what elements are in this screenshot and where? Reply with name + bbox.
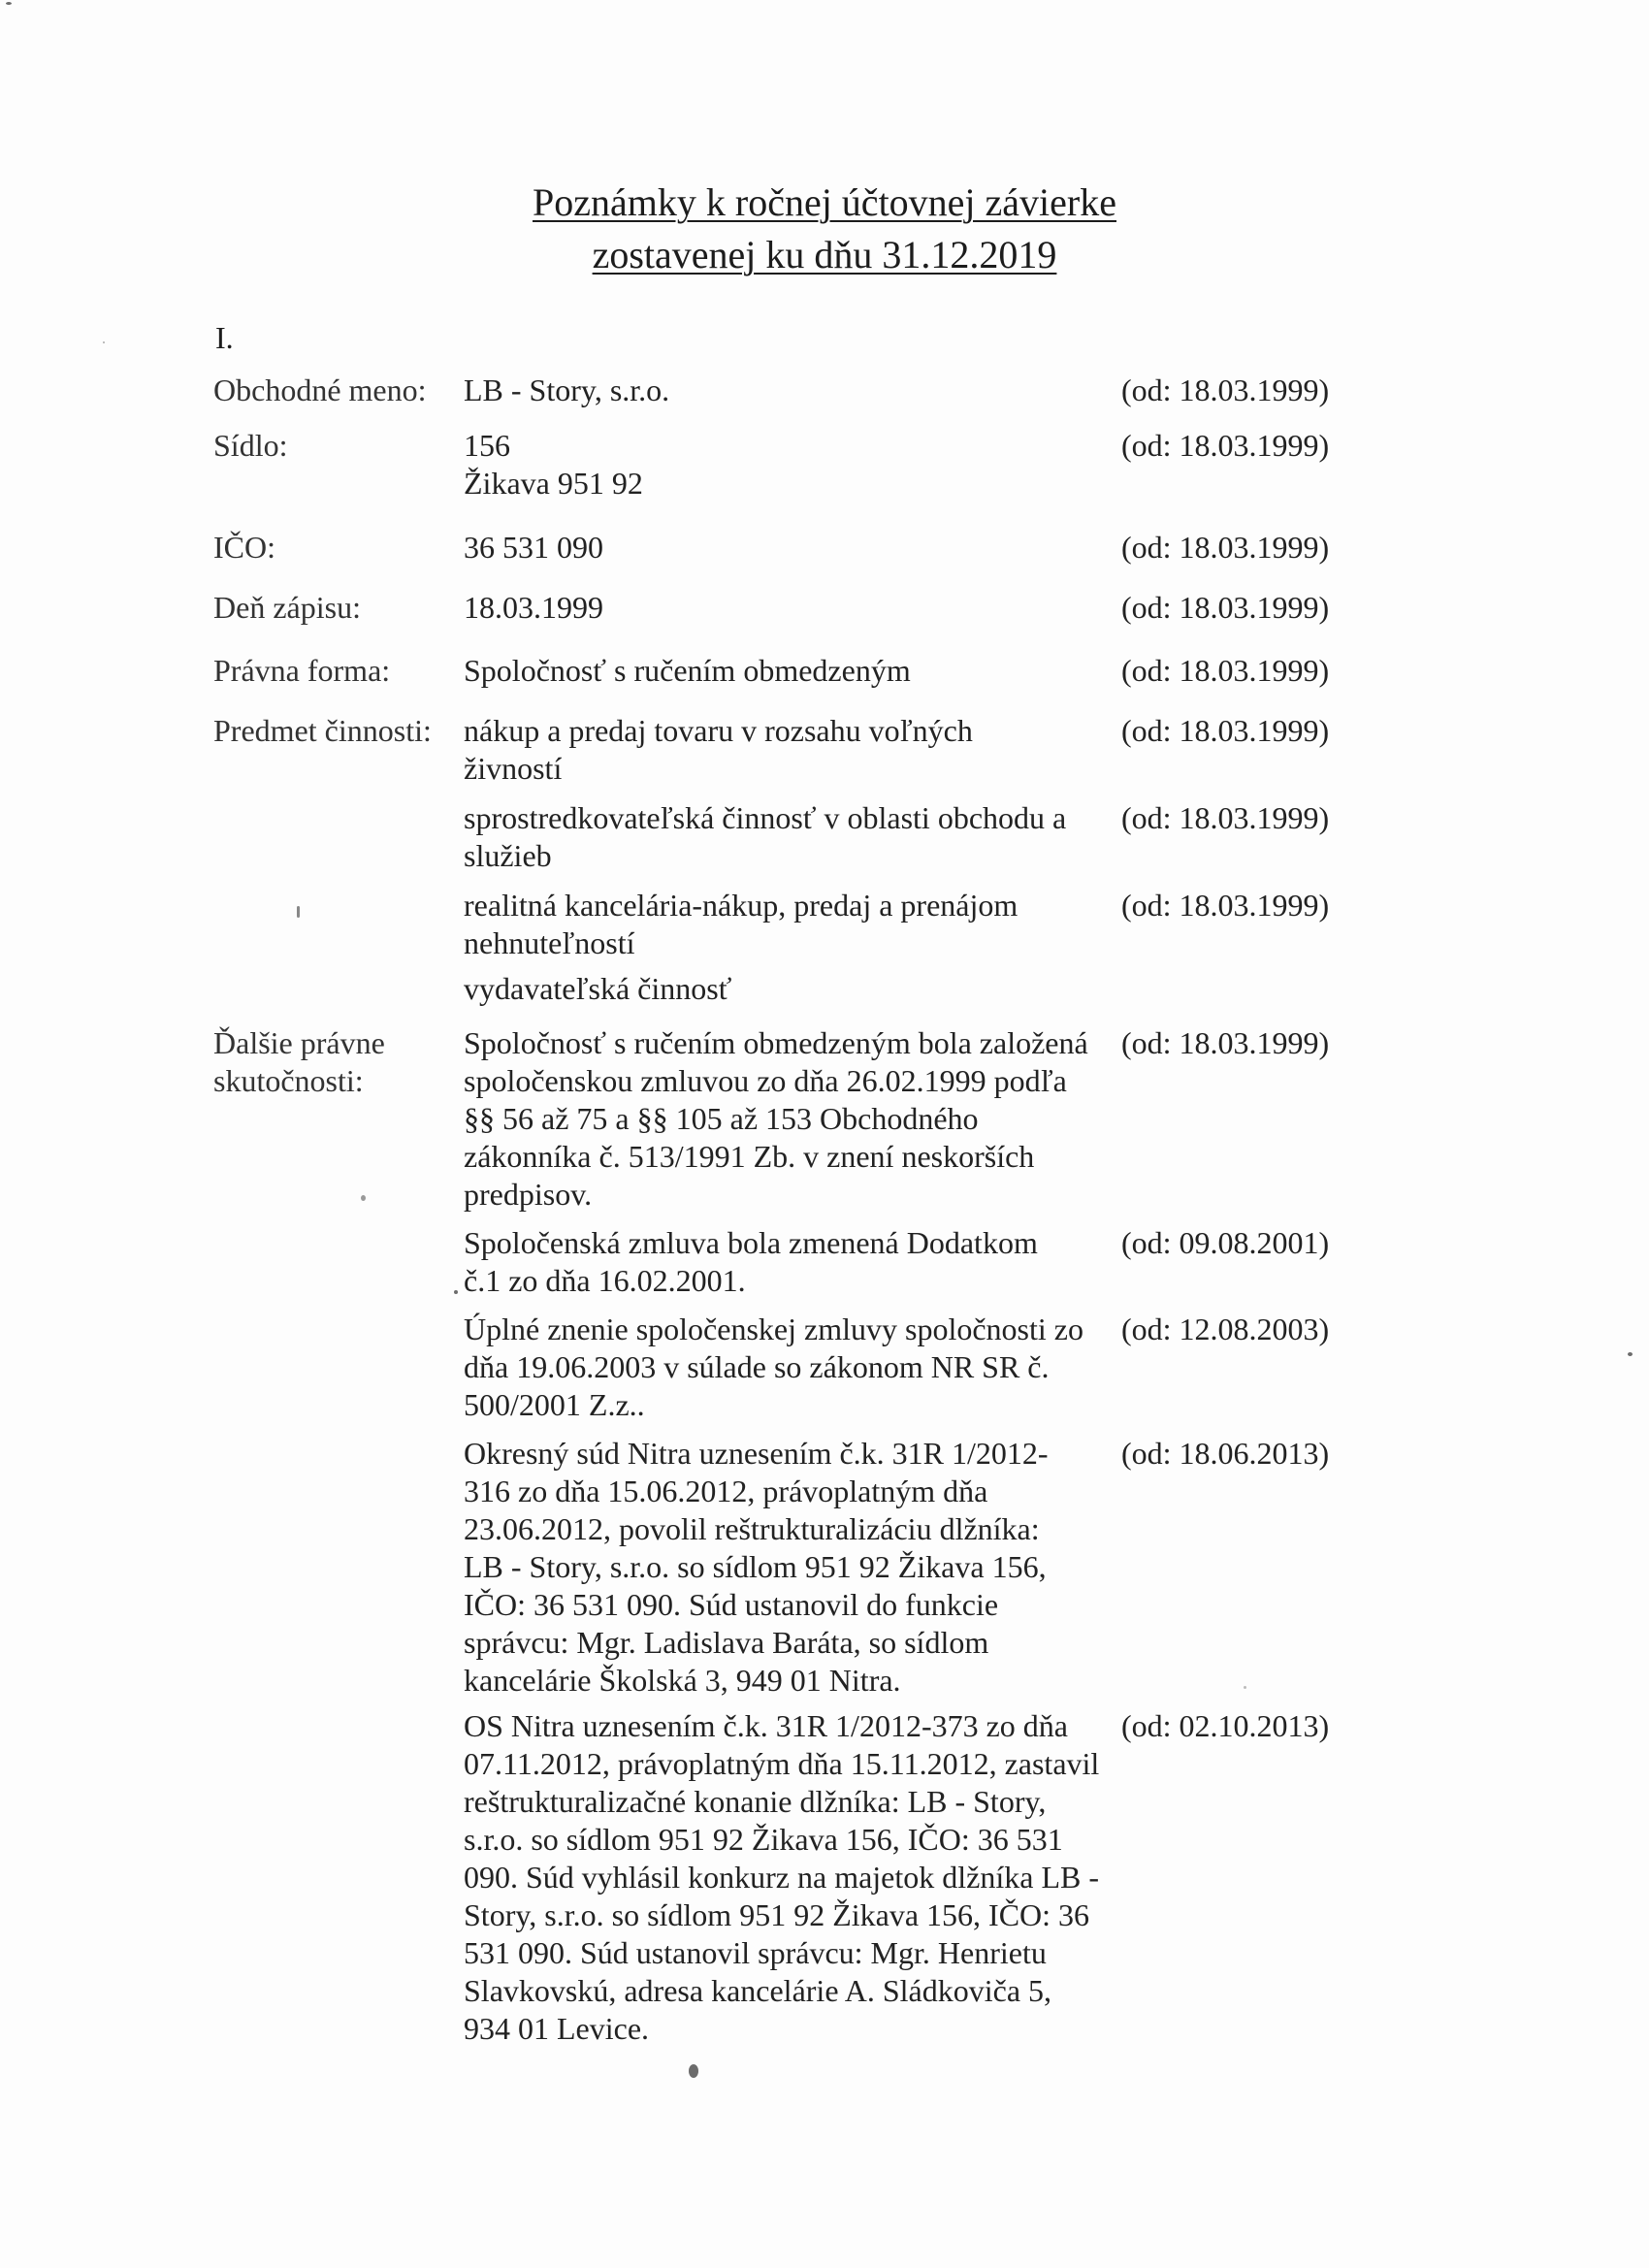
row-date: (od: 09.08.2001) [1121, 1225, 1330, 1260]
row-date: (od: 18.03.1999) [1121, 888, 1330, 923]
row-value: 18.03.1999 [464, 590, 603, 625]
row-value: OS Nitra uznesením č.k. 31R 1/2012-373 zo dňa 07.11.2012, právoplatným dňa 15.11.2012, zastavil reštrukturalizačné konanie dlžníka: LB - Story, s.r.o. so sídlom 951 92 Žikava 156, IČO: 36 531 090. Súd vyhlásil konkurz na majetok dlžníka LB - Story, s.r.o. so sídlom 951 92 Žikava 156, IČO: 36 531 090. Súd ustanovil správcu: Mgr. Henrietu Slavkovskú, adresa kancelárie A. Sládkoviča 5, 934 01 Levice. [464, 1708, 1100, 2046]
title-line-2: zostavenej ku dňu 31.12.2019 [592, 233, 1057, 276]
row-value: Spoločenská zmluva bola zmenená Dodatkom č.1 zo dňa 16.02.2001. [464, 1225, 1038, 1298]
row-date: (od: 18.03.1999) [1121, 1025, 1330, 1060]
row-date: (od: 18.03.1999) [1121, 653, 1330, 688]
row-value: 36 531 090 [464, 530, 603, 565]
scan-speck [103, 341, 105, 343]
scan-speck [361, 1195, 366, 1201]
row-label: Sídlo: [213, 428, 288, 463]
row-label: Predmet činnosti: [213, 713, 432, 748]
scan-speck [689, 2064, 698, 2078]
row-value: Úplné znenie spoločenskej zmluvy spoločnosti zo dňa 19.06.2003 v súlade so zákonom NR SR č. 500/2001 Z.z.. [464, 1312, 1083, 1422]
scan-speck [297, 906, 300, 918]
scan-speck [6, 2, 12, 5]
row-value: Spoločnosť s ručením obmedzeným [464, 653, 911, 688]
row-date: (od: 18.03.1999) [1121, 373, 1330, 407]
row-date: (od: 12.08.2003) [1121, 1312, 1330, 1346]
row-label: Obchodné meno: [213, 373, 427, 407]
row-date: (od: 18.06.2013) [1121, 1436, 1330, 1471]
row-date: (od: 02.10.2013) [1121, 1708, 1330, 1743]
row-value: Okresný súd Nitra uznesením č.k. 31R 1/2012-316 zo dňa 15.06.2012, právoplatným dňa 23.06.2012, povolil reštrukturalizáciu dlžníka: LB - Story, s.r.o. so sídlom 951 92 Žikava 156, IČO: 36 531 090. Súd ustanovil do funkcie správcu: Mgr. Ladislava Baráta, so sídlom kancelárie Školská 3, 949 01 Nitra. [464, 1436, 1049, 1698]
row-date: (od: 18.03.1999) [1121, 530, 1330, 565]
row-value: sprostredkovateľská činnosť v oblasti obchodu a služieb [464, 800, 1067, 873]
row-value: Spoločnosť s ručením obmedzeným bola založená spoločenskou zmluvou zo dňa 26.02.1999 podľa §§ 56 až 75 a §§ 105 až 153 Obchodného zákonníka č. 513/1991 Zb. v znení neskorších predpisov. [464, 1025, 1088, 1212]
section-number: I. [215, 320, 234, 355]
row-value: realitná kancelária-nákup, predaj a prenájom nehnuteľností [464, 888, 1018, 960]
row-label: Právna forma: [213, 653, 391, 688]
row-date: (od: 18.03.1999) [1121, 590, 1330, 625]
title-line-1: Poznámky k ročnej účtovnej závierke [533, 180, 1116, 224]
row-value: vydavateľská činnosť [464, 971, 732, 1006]
scan-speck [1244, 1686, 1246, 1689]
row-label: IČO: [213, 530, 275, 565]
scan-speck [454, 1290, 458, 1294]
row-value: 156 Žikava 951 92 [464, 428, 643, 501]
row-date: (od: 18.03.1999) [1121, 428, 1330, 463]
row-value: LB - Story, s.r.o. [464, 373, 670, 407]
scan-speck [1628, 1352, 1633, 1356]
row-label: Ďalšie právne skutočnosti: [213, 1025, 385, 1098]
row-value: nákup a predaj tovaru v rozsahu voľných živností [464, 713, 973, 786]
row-date: (od: 18.03.1999) [1121, 713, 1330, 748]
row-date: (od: 18.03.1999) [1121, 800, 1330, 835]
row-label: Deň zápisu: [213, 590, 361, 625]
document-title [0, 177, 1649, 281]
